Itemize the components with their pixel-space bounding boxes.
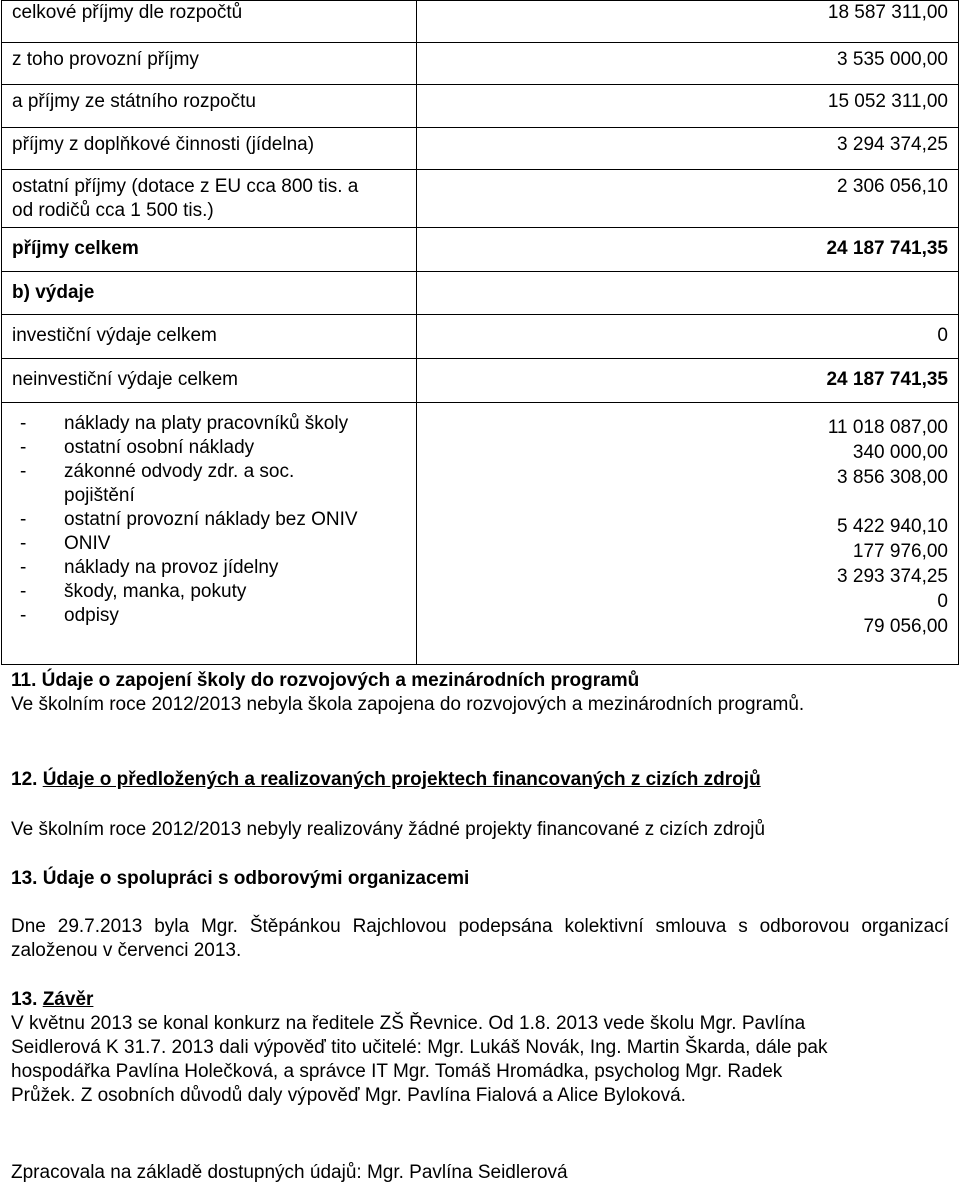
- section-title: Údaje o spolupráci s odborovými organizacemi: [42, 868, 470, 889]
- item-value: 3 293 374,25: [837, 566, 948, 587]
- table-row: [2, 43, 959, 85]
- row-label: [2, 170, 417, 228]
- table-row: [2, 315, 959, 359]
- row-label: z toho provozní příjmy: [2, 43, 417, 85]
- section-text: Dne 29.7.2013 byla Mgr. Štěpánkou Rajchlovou podepsána kolektivní smlouva s odborovou organizací založenou v červenci 2013.: [11, 916, 949, 961]
- row-value: 15 052 311,00: [417, 85, 959, 128]
- section-line: V květnu 2013 se konal konkurz na ředitele ZŠ Řevnice. Od 1.8. 2013 vede školu Mgr. Pavlína: [11, 1013, 806, 1034]
- row-label: neinvestiční výdaje celkem: [2, 359, 417, 403]
- section-heading: [11, 867, 949, 891]
- row-value: 2 306 056,10: [417, 170, 959, 228]
- row-label: příjmy celkem: [2, 228, 417, 272]
- item-value: 3 856 308,00: [837, 467, 948, 488]
- item-value: 5 422 940,10: [837, 516, 948, 537]
- expense-items: [2, 403, 417, 665]
- table-row: [2, 403, 959, 665]
- list-item: [12, 460, 406, 508]
- list-item: - ONIV: [12, 532, 406, 556]
- list-item: - ostatní osobní náklady: [12, 436, 406, 460]
- table-row: [2, 128, 959, 170]
- section-number: 13.: [11, 989, 38, 1010]
- table-row: [2, 85, 959, 128]
- row-label: a příjmy ze státního rozpočtu: [2, 85, 417, 128]
- list-item: - náklady na provoz jídelny: [12, 556, 406, 580]
- section-11: [11, 669, 949, 717]
- footer: [11, 1161, 949, 1185]
- row-label-line: od rodičů cca 1 500 tis.): [12, 200, 214, 221]
- item-value: 340 000,00: [852, 442, 948, 463]
- section-12-text-block: [11, 818, 949, 842]
- section-text: Ve školním roce 2012/2013 nebyly realizovány žádné projekty financované z cizích zdrojů: [11, 819, 766, 840]
- footer-text: Zpracovala na základě dostupných údajů: Mgr. Pavlína Seidlerová: [11, 1162, 568, 1183]
- item-value: 177 976,00: [852, 541, 948, 562]
- row-label-line: ostatní příjmy (dotace z EU cca 800 tis. a: [12, 176, 359, 197]
- section-number: 11.: [11, 670, 37, 691]
- row-value: 24 187 741,35: [417, 228, 959, 272]
- section-line: Průžek. Z osobních důvodů daly výpověď Mgr. Pavlína Fialová a Alice Byloková.: [11, 1085, 686, 1106]
- row-label: příjmy z doplňkové činnosti (jídelna): [2, 128, 417, 170]
- section-line: Seidlerová K 31.7. 2013 dali výpověď tito učitelé: Mgr. Lukáš Novák, Ing. Martin Škarda, dále pak: [11, 1037, 828, 1058]
- list-item: - náklady na platy pracovníků školy: [12, 412, 406, 436]
- section-text: Ve školním roce 2012/2013 nebyla škola zapojena do rozvojových a mezinárodních programů.: [11, 694, 805, 715]
- list-item: - odpisy: [12, 604, 406, 628]
- row-label: celkové příjmy dle rozpočtů: [2, 1, 417, 43]
- list-item-line: - zákonné odvody zdr. a soc.: [64, 461, 295, 482]
- table-row: [2, 359, 959, 403]
- list-item: - škody, manka, pokuty: [12, 580, 406, 604]
- row-value: 18 587 311,00: [417, 1, 959, 43]
- row-label: investiční výdaje celkem: [2, 315, 417, 359]
- expense-list: [12, 412, 406, 628]
- section-13b: [11, 988, 949, 1108]
- row-label: b) výdaje: [2, 272, 417, 315]
- spacer: [427, 490, 948, 514]
- section-13a-text-block: [11, 915, 949, 963]
- table-row: [2, 170, 959, 228]
- row-value: 3 535 000,00: [417, 43, 959, 85]
- section-line: hospodářka Pavlína Holečková, a správce IT Mgr. Tomáš Hromádka, psycholog Mgr. Radek: [11, 1061, 783, 1082]
- section-title: Závěr: [42, 989, 94, 1010]
- list-item-line: pojištění: [64, 485, 135, 506]
- section-title: Údaje o předložených a realizovaných projektech financovaných z cizích zdrojů: [42, 769, 761, 790]
- row-value: 0: [417, 315, 959, 359]
- item-value: 79 056,00: [863, 616, 948, 637]
- section-12: [11, 768, 949, 792]
- table-row: [2, 228, 959, 272]
- item-value: 11 018 087,00: [827, 417, 948, 438]
- table-row: [2, 1, 959, 43]
- item-value: 0: [937, 591, 948, 612]
- row-value: 3 294 374,25: [417, 128, 959, 170]
- list-item: - ostatní provozní náklady bez ONIV: [12, 508, 406, 532]
- section-number: 13.: [11, 868, 38, 889]
- section-title: Údaje o zapojení školy do rozvojových a mezinárodních programů: [41, 670, 640, 691]
- section-13a: [11, 867, 949, 891]
- section-heading: [11, 768, 949, 792]
- section-number: 12.: [11, 769, 38, 790]
- budget-table: [1, 0, 959, 665]
- section-heading: [11, 988, 949, 1012]
- section-heading: [11, 669, 949, 693]
- expense-values: [417, 403, 959, 665]
- row-value: 24 187 741,35: [417, 359, 959, 403]
- row-value: [417, 272, 959, 315]
- table-row: [2, 272, 959, 315]
